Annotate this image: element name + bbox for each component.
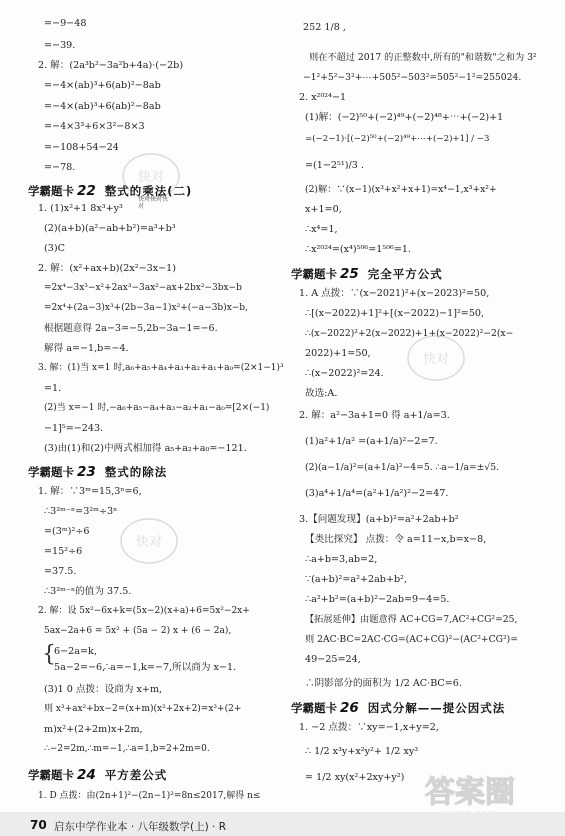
text-line: 1. D 点拨：由(2n+1)²−(2n−1)²=8n≤2017,解得 n≤ — [38, 791, 261, 801]
heading-prefix: 学霸题卡 — [28, 184, 74, 198]
heading-number: 26 — [340, 700, 359, 716]
text-line: =1. — [44, 383, 62, 394]
text-line: 1. −2 点拨：∵xy=−1,x+y=2, — [299, 722, 439, 733]
text-line: 5ax−2a+6 = 5x² + (5a − 2) x + (6 − 2a), — [44, 626, 232, 636]
heading-prefix: 学霸题卡 — [28, 768, 74, 782]
text-line: (1)解：(−2)⁵⁰+(−2)⁴⁹+(−2)⁴⁸+⋯+(−2)+1 — [305, 112, 504, 123]
text-line: x+1=0, — [305, 204, 342, 215]
heading-title: 平方差公式 — [104, 768, 168, 782]
text-line: (2)当 x=−1 时,−a₆+a₅−a₄+a₃−a₂+a₁−a₀=[2×(−1) — [44, 403, 270, 413]
text-line: 解得 a=−1,b=−4. — [44, 343, 129, 354]
heading-title: 整式的除法 — [104, 465, 168, 479]
text-line: 2. 解：设 5x²−6x+k=(5x−2)(x+a)+6=5x²−2x+ — [38, 606, 250, 616]
text-line: 6−2a=k, — [54, 646, 97, 657]
heading-number: 22 — [77, 183, 96, 199]
heading-title: 整式的乘法(二) — [104, 184, 193, 198]
text-line: ∴(x−2022)²+2(x−2022)+1+(x−2022)²−2(x− — [305, 328, 514, 339]
stamp-note: 快对快对快对 — [138, 196, 169, 211]
text-line: −1²+5²−3²+⋯+505²−503²=505²−1²=255024. — [303, 72, 522, 83]
text-line: =−4×(ab)³+6(ab)²−8ab — [44, 101, 161, 112]
text-line: (2)(a−1/a)²=(a+1/a)²−4=5. ∴a−1/a=±√5. — [305, 462, 499, 473]
book-title: 启东中学作业本 · 八年级数学(上) · R — [54, 821, 227, 833]
text-line: = 1/2 xy(x²+2xy+y²) — [305, 772, 405, 783]
text-line: 则 2AC·BC=2AC·CG=(AC+CG)²−(AC²+CG²)= — [305, 634, 518, 645]
heading-prefix: 学霸题卡 — [291, 701, 337, 715]
text-line: 3.【问题发现】(a+b)²=a²+2ab+b² — [299, 514, 459, 525]
stamp-label: 快对 — [135, 535, 163, 550]
heading-prefix: 学霸题卡 — [28, 465, 74, 479]
text-line: 2. x²⁰²⁴−1 — [299, 92, 347, 103]
text-line: (2)(a+b)(a²−ab+b²)=a³+b³ — [44, 223, 176, 234]
text-line: =(1−2⁵¹)/3 . — [305, 160, 364, 171]
heading-number: 24 — [77, 767, 96, 783]
left-brace: { — [42, 642, 56, 667]
text-line: 故选:A. — [305, 388, 338, 399]
text-line: ∴−2=2m,∴m=−1,∴a=1,b=2+2m=0. — [44, 744, 210, 754]
watermark-text: 答案圈 — [425, 775, 515, 810]
page-number: 70 — [30, 818, 47, 832]
heading-number: 23 — [77, 464, 96, 480]
text-line: =37.5. — [44, 566, 77, 577]
text-line: (3)由(1)和(2)中两式相加得 a₅+a₂+a₀=−121. — [44, 443, 247, 454]
text-line: =(−2−1)·[(−2)⁵⁰+(−2)⁴⁹+⋯+(−2)+1] / −3 — [305, 134, 490, 144]
text-line: m)x²+(2+2m)x+2m, — [44, 724, 143, 735]
text-line: ∴x²⁰²⁴=(x⁴)⁵⁰⁶=1⁵⁰⁶=1. — [305, 244, 412, 255]
text-line: ∴[(x−2022)+1]²+[(x−2022)−1]²=50, — [305, 308, 485, 319]
text-line: 2. 解：a²−3a+1=0 得 a+1/a=3. — [299, 410, 450, 421]
text-line: 252 1/8 , — [303, 22, 346, 33]
text-line: =2x⁴−3x³−x²+2ax³−3ax²−ax+2bx²−3bx−b — [44, 283, 242, 293]
text-line: 1. (1)x²+1 8x³+y³ — [38, 203, 123, 214]
stamp-label: 快对 — [422, 352, 450, 367]
heading-prefix: 学霸题卡 — [291, 267, 337, 281]
text-line: ∴ 1/2 x³y+x²y²+ 1/2 xy³ — [305, 746, 419, 757]
section-heading-25 — [291, 266, 443, 282]
text-line: ∴a=−1,k=−7,所以商为 x−1. — [104, 662, 237, 673]
text-line: 则在不超过 2017 的正整数中,所有的"和谐数"之和为 3² — [309, 52, 537, 63]
text-line: =2x⁴+(2a−3)x³+(2b−3a−1)x²+(−a−3b)x−b, — [44, 303, 248, 313]
kuaidui-stamp — [405, 332, 467, 384]
text-line: ∵(a+b)²=a²+2ab+b², — [305, 574, 408, 585]
text-line: 根据题意得 2a−3=−5,2b−3a−1=−6. — [44, 323, 218, 334]
text-line: (2)解：∵(x−1)(x³+x²+x+1)=x⁴−1,x³+x²+ — [305, 184, 497, 195]
text-line: −1]⁵=−243. — [44, 423, 104, 434]
text-line: 3. 解：(1)当 x=1 时,a₆+a₅+a₄+a₃+a₂+a₁+a₀=(2×1−1)³ — [38, 363, 284, 373]
text-line: 2. 解：(x²+ax+b)(2x²−3x−1) — [38, 263, 177, 274]
text-line: 49−25=24, — [305, 654, 361, 665]
text-line: 则 x³+ax²+bx−2=(x+m)(x²+2x+2)=x³+(2+ — [44, 704, 242, 714]
text-line: =−108+54−24 — [44, 142, 119, 153]
text-line: ∴a²+b²=(a+b)²−2ab=9−4=5. — [305, 594, 450, 605]
text-line: (1)a²+1/a² =(a+1/a)²−2=7. — [305, 436, 438, 447]
text-line: (3)a⁴+1/a⁴=(a²+1/a²)²−2=47. — [305, 488, 449, 499]
section-heading-24 — [28, 767, 167, 783]
kuaidui-stamp — [120, 150, 182, 202]
text-line: =(3ᵐ)²÷6 — [44, 526, 90, 537]
text-line: =−4×(ab)³+6(ab)²−8ab — [44, 80, 161, 91]
text-line: 【类比探究】 点拨：令 a=11−x,b=x−8, — [305, 534, 487, 545]
text-line: (3)C — [44, 243, 65, 254]
text-line: ∴(x−2022)²=24. — [305, 368, 384, 379]
text-line: ∴a+b=3,ab=2, — [305, 554, 378, 565]
text-line: 1. 解：∵3ᵐ=15,3ⁿ=6, — [38, 486, 142, 497]
text-line: 2022)+1=50, — [305, 348, 371, 359]
text-line: =−4×3³+6×3²−8×3 — [44, 121, 145, 132]
stamp-label: 快对 — [137, 170, 165, 185]
text-line: ∴阴影部分的面积为 1/2 AC·BC=6. — [305, 678, 462, 689]
text-line: (3)1 0 点拨：设商为 x+m, — [44, 684, 163, 695]
text-line: ∴3²ᵐ⁻ⁿ的值为 37.5. — [44, 586, 132, 597]
text-line: ∴3²ᵐ⁻ⁿ=3²ᵐ÷3ⁿ — [44, 506, 118, 517]
heading-number: 25 — [340, 266, 359, 282]
heading-title: 完全平方公式 — [367, 267, 443, 281]
section-heading-26 — [291, 700, 505, 716]
section-heading-23 — [28, 464, 167, 480]
text-line: =−9−48 — [44, 18, 87, 29]
text-line: =−39. — [44, 40, 76, 51]
heading-title: 因式分解——提公因式法 — [367, 701, 506, 715]
text-line: 2. 解：(2a³b²−3a²b+4a)·(−2b) — [38, 60, 184, 71]
text-line: 1. A 点拨：∵(x−2021)²+(x−2023)²=50, — [299, 288, 490, 299]
text-line: 5a−2=−6, — [54, 662, 106, 673]
kuaidui-stamp — [118, 515, 180, 567]
text-line: 【拓展延伸】由题意得 AC+CG=7,AC²+CG²=25, — [305, 614, 518, 625]
text-line: =−78. — [44, 162, 76, 173]
text-line: ∴x⁴=1, — [305, 224, 338, 235]
text-line: =15²÷6 — [44, 546, 83, 557]
